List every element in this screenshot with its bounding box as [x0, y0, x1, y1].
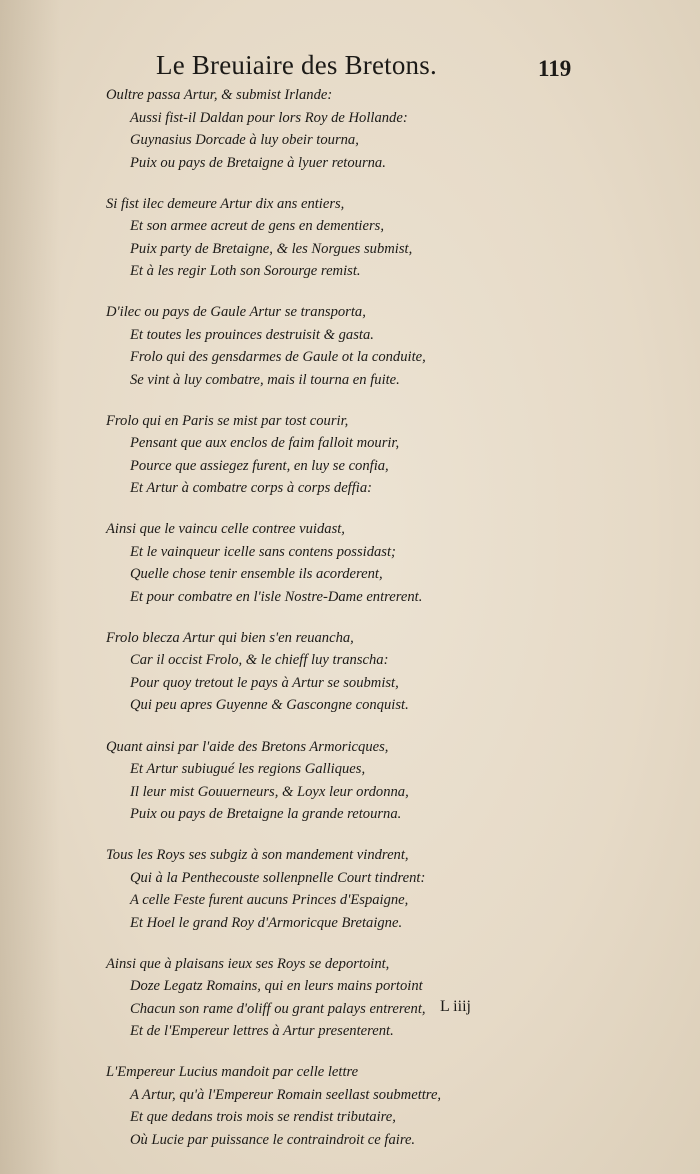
verse-line: Quant ainsi par l'aide des Bretons Armoricques, [106, 738, 389, 755]
verse-line: Et que dedans trois mois se rendist tributaire, [130, 1109, 396, 1126]
verse-line: L'Empereur Lucius mandoit par celle lettre [106, 1064, 359, 1081]
verse-line: Et son armee acreut de gens en dementiers, [130, 218, 384, 235]
stanza [106, 844, 526, 934]
verse-line: Se vint à luy combatre, mais il tourna en fuite. [130, 371, 400, 388]
stanza [106, 518, 526, 608]
stanza [106, 410, 526, 500]
verse-line: Aussi fist-il Daldan pour lors Roy de Hollande: [130, 109, 408, 126]
verse-line: Et de l'Empereur lettres à Artur presenterent. [130, 1023, 394, 1040]
verse-line: Et Artur subiugué les regions Galliques, [130, 761, 366, 778]
verse-line: Et toutes les prouinces destruisit & gasta. [130, 326, 374, 343]
verse-line: Frolo qui des gensdarmes de Gaule ot la conduite, [130, 349, 426, 366]
verse-line: Quelle chose tenir ensemble ils acorderent, [130, 566, 383, 583]
page-number: 119 [538, 56, 572, 81]
verse-line: Et Artur à combatre corps à corps deffia: [130, 480, 372, 497]
verse-line: Qui peu apres Guyenne & Gascongne conquist. [130, 697, 409, 714]
gutter-shadow [0, 0, 60, 1174]
stanza [106, 1061, 526, 1151]
verse-line: A Artur, qu'à l'Empereur Romain seellast soubmettre, [130, 1086, 442, 1103]
stanza [106, 84, 526, 174]
verse-line: Frolo blecza Artur qui bien s'en reuancha, [106, 629, 354, 646]
verse-line: Chacun son rame d'oliff ou grant palays entrerent, [130, 1000, 426, 1017]
verse-line: Doze Legatz Romains, qui en leurs mains portoint [130, 978, 423, 995]
verse-line: Il leur mist Gouuerneurs, & Loyx leur ordonna, [130, 783, 409, 800]
verse-line: Et à les regir Loth son Sorourge remist. [130, 263, 361, 280]
verse-line: Si fist ilec demeure Artur dix ans entiers, [106, 195, 345, 212]
stanza [106, 627, 526, 717]
verse-line: Qui à la Penthecouste sollenpnelle Court tindrent: [130, 869, 426, 886]
signature-mark: L iiij [440, 998, 471, 1015]
stanza [106, 193, 526, 283]
verse-line: Ainsi que à plaisans ieux ses Roys se deportoint, [106, 955, 390, 972]
stanza [106, 736, 526, 826]
verse-line: Car il occist Frolo, & le chieff luy transcha: [130, 652, 389, 669]
verse-line: Et Hoel le grand Roy d'Armoricque Bretaigne. [130, 914, 403, 931]
verse-line: Puix ou pays de Bretaigne la grande retourna. [130, 806, 402, 823]
verse-line: Pour quoy tretout le pays à Artur se soubmist, [130, 674, 399, 691]
verse-line: Frolo qui en Paris se mist par tost courir, [106, 412, 349, 429]
verse-line: D'ilec ou pays de Gaule Artur se transporta, [106, 304, 366, 321]
verse-line: Pource que assiegez furent, en luy se confia, [130, 457, 389, 474]
verse-line: Et pour combatre en l'isle Nostre-Dame entrerent. [130, 588, 423, 605]
verse-line: Tous les Roys ses subgiz à son mandement vindrent, [106, 847, 409, 864]
verse-line: Guynasius Dorcade à luy obeir tourna, [130, 132, 359, 148]
verse-line: Pensant que aux enclos de faim falloit mourir, [130, 435, 400, 452]
verse-line: Puix party de Bretaigne, & les Norgues submist, [130, 240, 413, 257]
verse-line: Puix ou pays de Bretaigne à lyuer retourna. [130, 154, 386, 171]
verse-line: Oultre passa Artur, & submist Irlande: [106, 87, 333, 103]
running-head: Le Breuiaire des Bretons. [156, 50, 437, 80]
verse-line: Et le vainqueur icelle sans contens possidast; [130, 543, 396, 560]
verse-line: Où Lucie par puissance le contraindroit ce faire. [130, 1131, 416, 1148]
verse-line: A celle Feste furent aucuns Princes d'Espaigne, [130, 892, 409, 909]
verse-line: Ainsi que le vaincu celle contree vuidast, [106, 521, 345, 538]
stanza [106, 301, 526, 391]
